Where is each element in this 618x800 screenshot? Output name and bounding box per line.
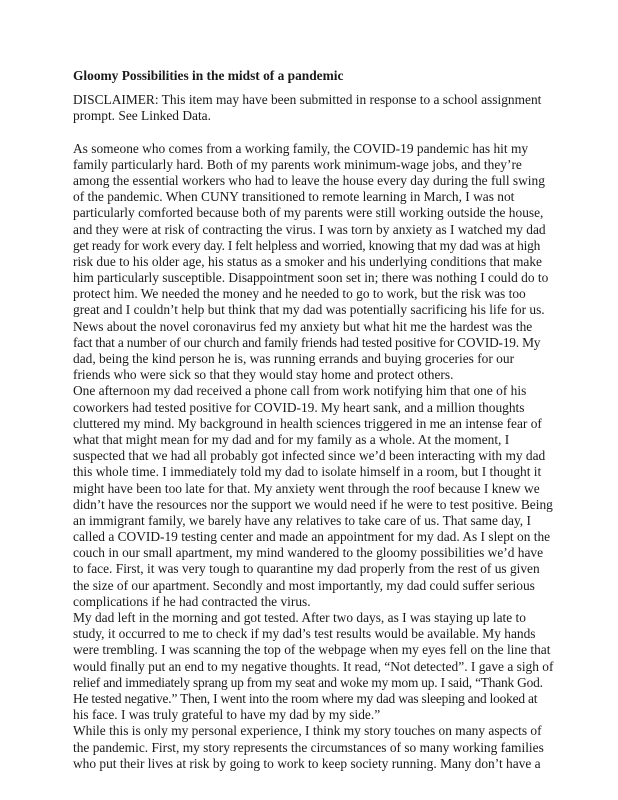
disclaimer-line: prompt. See Linked Data. bbox=[73, 108, 211, 124]
text-line: relief and immediately sprang up from my seat and woke my mom up. I said, “Thank God. bbox=[73, 674, 543, 690]
text-line: complications if he had contracted the virus. bbox=[73, 593, 311, 609]
text-line: fact that a number of our church and family friends had tested positive for COVID-19. My bbox=[73, 334, 541, 350]
text-line: coworkers had tested positive for COVID-19. My heart sank, and a million thoughts bbox=[73, 399, 525, 415]
text-line: would finally put an end to my negative thoughts. It read, “Not detected”. I gave a sigh of bbox=[73, 658, 554, 674]
text-line: what that might mean for my dad and for my family as a whole. At the moment, I bbox=[73, 431, 510, 447]
text-line: and they were at risk of contracting the virus. I was torn by anxiety as I watched my dad bbox=[73, 221, 546, 237]
text-line: the size of our apartment. Secondly and most importantly, my dad could suffer serious bbox=[73, 577, 535, 593]
text-line: didn’t have the resources nor the support we would need if he were to test positive. Being bbox=[73, 496, 553, 512]
disclaimer bbox=[73, 92, 553, 124]
document-title: Gloomy Possibilities in the midst of a pandemic bbox=[73, 68, 344, 83]
text-line: who put their lives at risk by going to work to keep society running. Many don’t have a bbox=[73, 755, 541, 771]
text-line: this whole time. I immediately told my dad to isolate himself in a room, but I thought it bbox=[73, 464, 542, 480]
text-line: great and I couldn’t help but think that my dad was potentially sacrificing his life for us. bbox=[73, 302, 545, 318]
text-line: cluttered my mind. My background in health sciences triggered in me an intense fear of bbox=[73, 415, 542, 431]
text-line: News about the novel coronavirus fed my anxiety but what hit me the hardest was the bbox=[73, 318, 533, 334]
text-line: risk due to his older age, his status as a smoker and his underlying conditions that make bbox=[73, 253, 542, 269]
text-line: One afternoon my dad received a phone call from work notifying him that one of his bbox=[73, 383, 527, 399]
text-line: friends who were sick so that they would stay home and protect others. bbox=[73, 367, 454, 383]
text-line: among the essential workers who had to leave the house every day during the full swing bbox=[73, 172, 545, 188]
text-line: to face. First, it was very tough to quarantine my dad properly from the rest of us given bbox=[73, 561, 540, 577]
text-line: the pandemic. First, my story represents the circumstances of so many working families bbox=[73, 739, 544, 755]
text-line: him particularly susceptible. Disappointment soon set in; there was nothing I could do to bbox=[73, 270, 549, 286]
text-line: dad, being the kind person he is, was running errands and buying groceries for our bbox=[73, 351, 515, 366]
text-line: As someone who comes from a working family, the COVID-19 pandemic has hit my bbox=[73, 140, 529, 156]
text-line: My dad left in the morning and got tested. After two days, as I was staying up late to bbox=[73, 610, 526, 625]
text-line: an immigrant family, we barely have any relatives to take care of us. That same day, I bbox=[73, 512, 531, 528]
text-line: family particularly hard. Both of my parents work minimum-wage jobs, and they’re bbox=[73, 156, 522, 172]
paragraph bbox=[73, 723, 553, 772]
text-line: might have been too late for that. My anxiety went through the roof because I knew we bbox=[73, 480, 540, 496]
text-line: suspected that we had all probably got infected since we’d been interacting with my dad bbox=[73, 448, 546, 464]
text-line: couch in our small apartment, my mind wandered to the gloomy possibilities we’d have bbox=[73, 545, 544, 561]
text-line: He tested negative.” Then, I went into the room where my dad was sleeping and looked at bbox=[73, 690, 538, 706]
paragraph bbox=[73, 141, 553, 384]
paragraph bbox=[73, 383, 553, 610]
text-line: particularly comforted because both of my parents were still working outside the house, bbox=[73, 205, 544, 221]
text-line: get ready for work every day. I felt helpless and worried, knowing that my dad was at high bbox=[73, 237, 541, 253]
text-line: study, it occurred to me to check if my dad’s test results would be available. My hands bbox=[73, 626, 536, 642]
text-line: While this is only my personal experience, I think my story touches on many aspects of bbox=[73, 723, 542, 739]
paragraph bbox=[73, 610, 553, 723]
disclaimer-line: DISCLAIMER: This item may have been submitted in response to a school assignment bbox=[73, 92, 542, 108]
text-line: his face. I was truly grateful to have my dad by my side.” bbox=[73, 707, 381, 723]
essay-body bbox=[73, 141, 553, 772]
text-line: protect him. We needed the money and he needed to go to work, but the risk was too bbox=[73, 286, 526, 302]
text-line: of the pandemic. When CUNY transitioned to remote learning in March, I was not bbox=[73, 189, 515, 205]
text-line: were trembling. I was scanning the top of the webpage when my eyes fell on the line that bbox=[73, 642, 551, 658]
document-page bbox=[73, 68, 553, 772]
text-line: called a COVID-19 testing center and made an appointment for my dad. As I slept on the bbox=[73, 529, 551, 545]
